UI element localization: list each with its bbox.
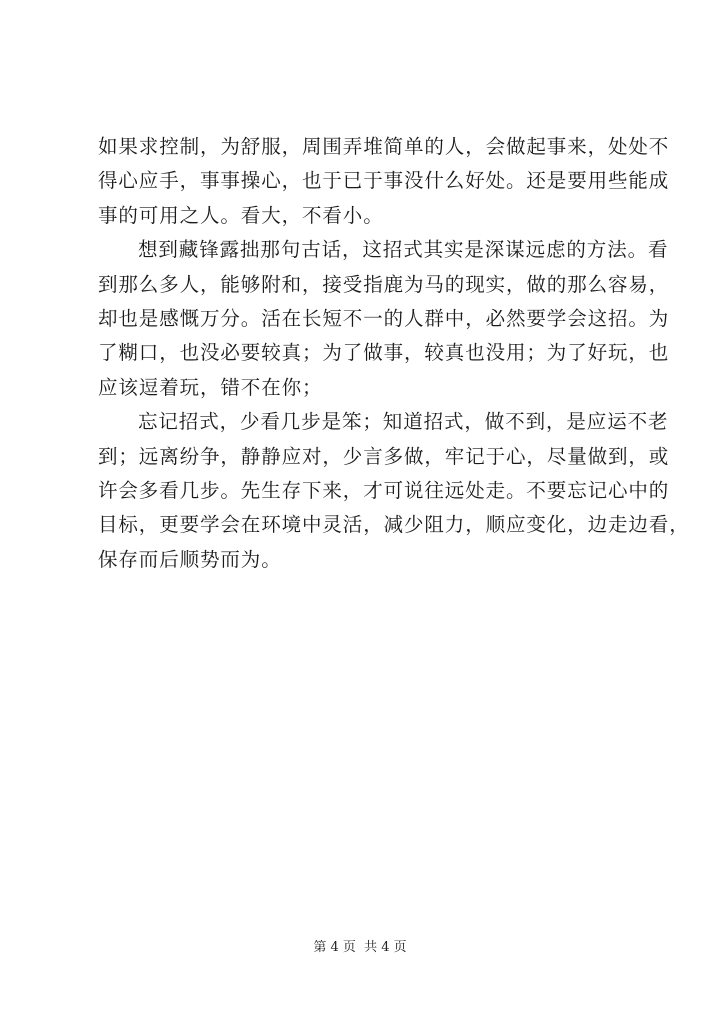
paragraph [98,233,670,405]
text-line: 应该逗着玩，错不在你； [98,375,323,399]
text-line: 目标，更要学会在环境中灵活，减少阻力，顺应变化，边走边看， [98,513,690,537]
text-line: 想到藏锋露拙那句古话，这招式其实是深谋远虑的方法。看 [138,238,669,262]
paragraph [98,405,690,577]
page-footer [0,940,720,956]
paragraph [98,130,670,233]
text-line: 如果求控制，为舒服，周围弄堆简单的人，会做起事来，处处不 [98,135,670,158]
text-line: 却也是感慨万分。活在长短不一的人群中，必然要学会这招。为 [98,306,670,330]
page-total: 共 4 页 [364,940,407,955]
text-line: 许会多看几步。先生存下来，才可说往远处走。不要忘记心中的 [98,478,670,502]
page-number: 第 4 页 [313,940,356,955]
text-line: 到；远离纷争，静静应对，少言多做，牢记于心，尽量做到，或 [98,444,670,468]
text-line: 事的可用之人。看大，不看小。 [98,203,384,227]
text-line: 保存而后顺势而为。 [98,547,282,571]
text-line: 了糊口，也没必要较真；为了做事，较真也没用；为了好玩，也 [98,341,670,365]
text-line: 忘记招式，少看几步是笨；知道招式，做不到，是应运不老 [138,410,669,434]
text-line: 得心应手，事事操心，也于已于事没什么好处。还是要用些能成 [98,169,670,193]
text-line: 到那么多人，能够附和，接受指鹿为马的现实，做的那么容易， [98,272,670,296]
document-body [98,130,690,577]
